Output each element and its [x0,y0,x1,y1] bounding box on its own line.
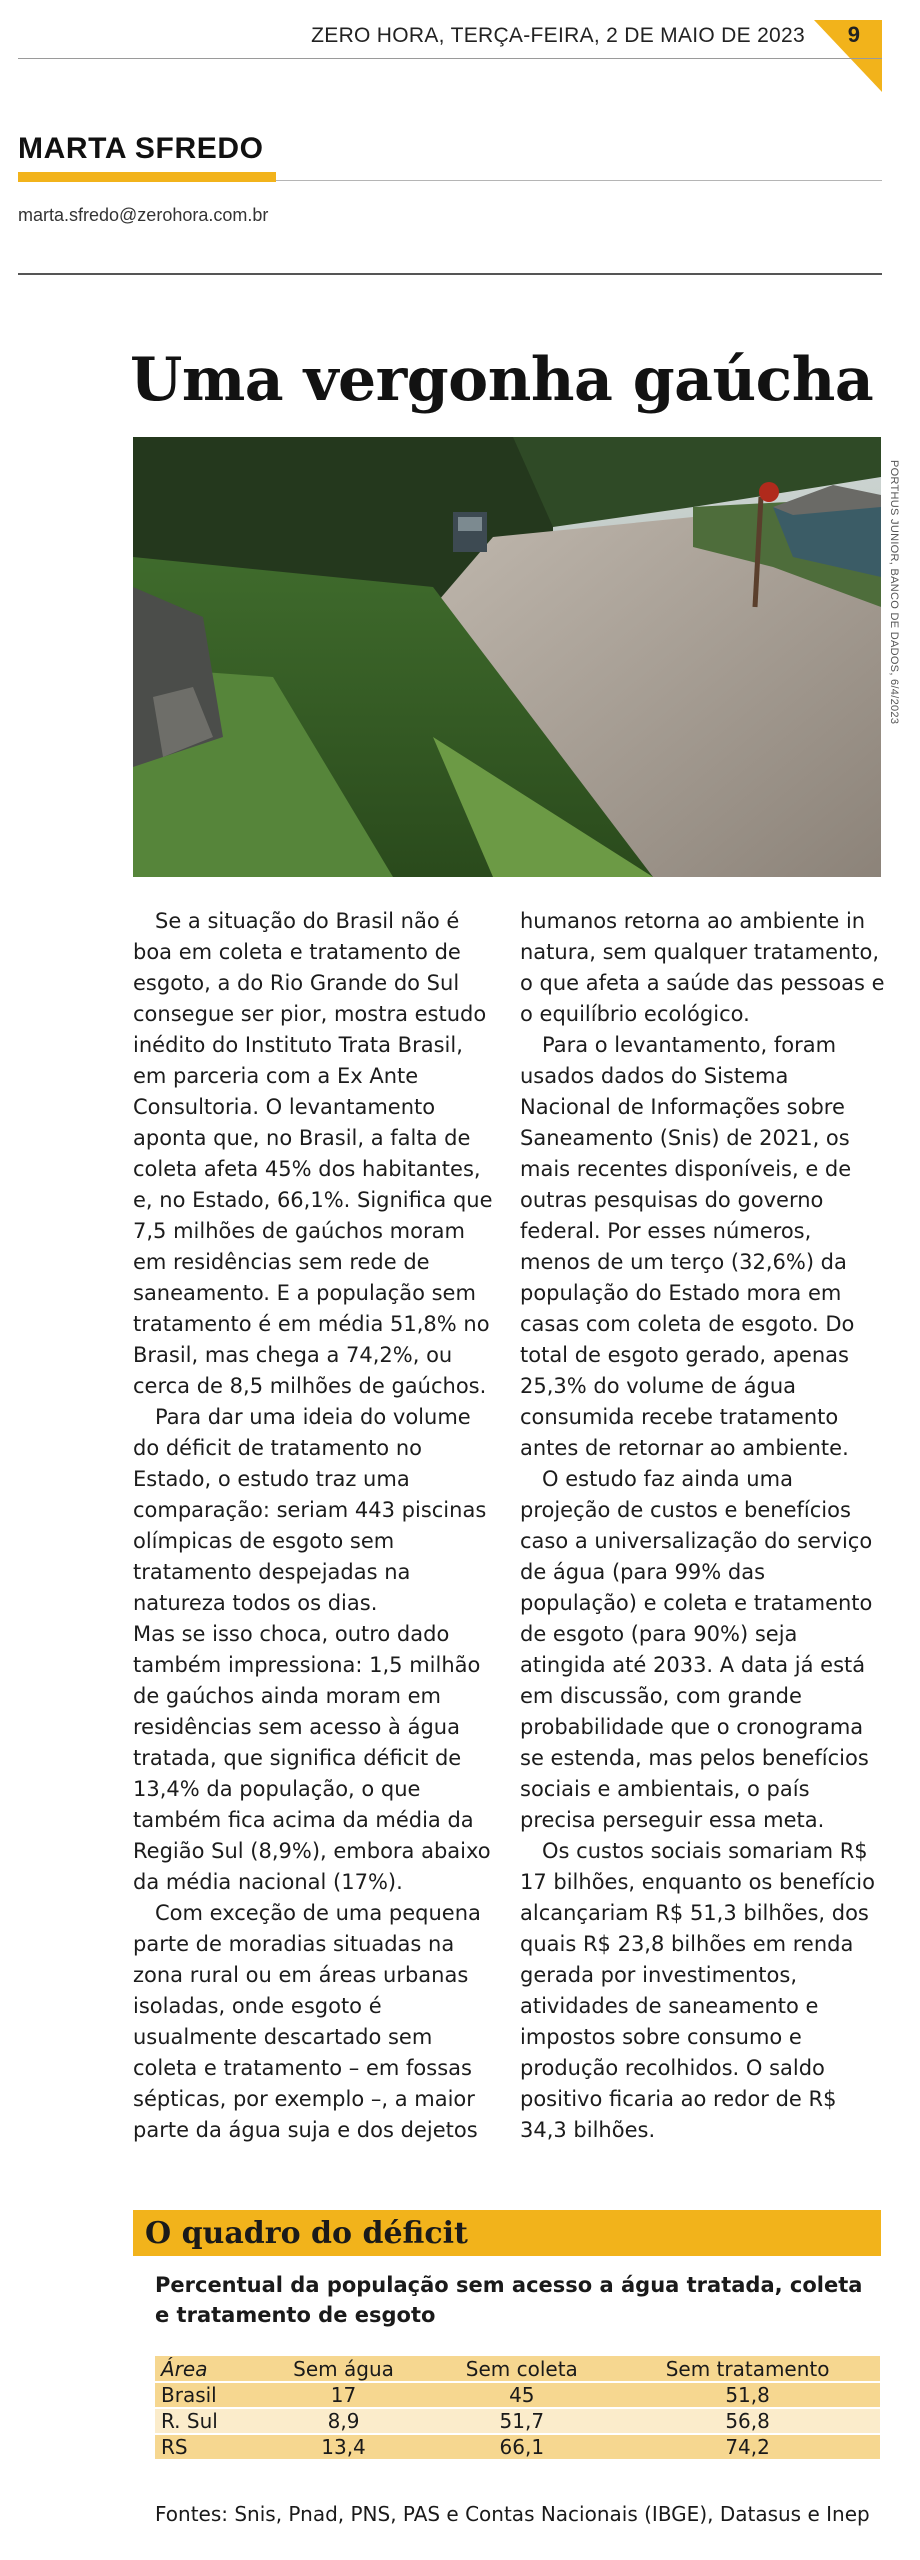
paragraph: Para o levantamento, foram usados dados do Sistema Nacional de Informações sobre Saneamento (Snis) de 2021, os mais recentes disponíveis, e de outras pesquisas do governo federal. Por esses números, menos de um terço (32,6%) da população do Estado mora em casas com coleta de esgoto. Do total de esgoto gerado, apenas 25,3% do volume de água consumida recebe tratamento antes de retornar ao ambiente. [520,1033,855,1460]
table-cell: R. Sul [155,2408,259,2434]
table-row [155,2382,880,2408]
table-cell: Brasil [155,2382,259,2408]
table-row [155,2434,880,2460]
columnist-accent-bar [18,172,276,182]
table-header-row [155,2356,880,2382]
table-cell: 8,9 [259,2408,429,2434]
table-cell: 56,8 [615,2408,880,2434]
infobox-subtitle: Percentual da população sem acesso a água tratada, coleta e tratamento de esgoto [155,2273,863,2327]
paragraph: Com exceção de uma pequena parte de moradias situadas na zona rural ou em áreas urbanas isoladas, onde esgoto é usualmente descartado sem coleta e tratamento – em fossas sépticas, por exemplo –, a maior parte da água suja e dos dejetos [133,1901,481,2142]
paragraph: O estudo faz ainda uma projeção de custos e benefícios caso a universalização do serviço de água (para 99% das população) e coleta e tratamento de esgoto (para 90%) seja atingida até 2033. A data já está em discussão, com grande probabilidade que o cronograma se estenda, mas pelos benefícios sociais e ambientais, o país precisa perseguir essa meta. [520,1467,873,1832]
article-headline: Uma vergonha gaúcha [130,345,874,415]
table-header-cell: Sem água [259,2356,429,2382]
paragraph: Mas se isso choca, outro dado também impressiona: 1,5 milhão de gaúchos ainda moram em residências sem acesso à água tratada, que significa déficit de 13,4% da população, o que também fica acima da média da Região Sul (8,9%), embora abaixo da média nacional (17%). [133,1622,491,1894]
table-cell: 13,4 [259,2434,429,2460]
deficit-table [155,2356,880,2461]
paragraph: Para dar uma ideia do volume do déficit de tratamento no Estado, o estudo traz uma comparação: seriam 443 piscinas olímpicas de esgoto sem tratamento despejadas na natureza todos os dias. [133,1405,487,1615]
folio-date: ZERO HORA, TERÇA-FEIRA, 2 DE MAIO DE 2023 [311,24,805,47]
table-cell: 51,7 [428,2408,615,2434]
columnist-name: MARTA SFREDO [18,132,264,165]
article-body-left-column [133,906,498,2146]
article-body-right-column [520,906,885,2146]
table-row [155,2408,880,2434]
paragraph: humanos retorna ao ambiente in natura, sem qualquer tratamento, o que afeta a saúde das pessoas e o equilíbrio ecológico. [520,909,885,1026]
table-header-cell: Sem tratamento [615,2356,880,2382]
table-cell: 17 [259,2382,429,2408]
photo-credit: PORTHUS JUNIOR, BANCO DE DADOS, 6/4/2023 [888,460,900,725]
paragraph: Se a situação do Brasil não é boa em coleta e tratamento de esgoto, a do Rio Grande do Sul consegue ser pior, mostra estudo inédito do Instituto Trata Brasil, em parceria com a Ex Ante Consultoria. O levantamento aponta que, no Brasil, a falta de coleta afeta 45% dos habitantes, e, no Estado, 66,1%. Significa que 7,5 milhões de gaúchos moram em residências sem rede de saneamento. E a população sem tratamento é em média 51,8% no Brasil, mas chega a 74,2%, ou cerca de 8,5 milhões de gaúchos. [133,909,493,1398]
table-cell: 74,2 [615,2434,880,2460]
table-header-cell: Área [155,2356,259,2382]
infobox-title: O quadro do déficit [145,2216,468,2251]
table-header-cell: Sem coleta [428,2356,615,2382]
table-cell: 45 [428,2382,615,2408]
columnist-email: marta.sfredo@zerohora.com.br [18,205,269,225]
divider [18,273,882,275]
article-photo [133,437,881,877]
paragraph: Os custos sociais somariam R$ 17 bilhões, enquanto os benefício alcançariam R$ 51,3 bilhões, dos quais R$ 23,8 bilhões em renda gerada por investimentos, atividades de saneamento e impostos sobre consumo e produção recolhidos. O saldo positivo ficaria ao redor de R$ 34,3 bilhões. [520,1839,875,2142]
divider [18,58,882,59]
table-cell: 66,1 [428,2434,615,2460]
table-cell: RS [155,2434,259,2460]
table-cell: 51,8 [615,2382,880,2408]
page-number: 9 [847,22,860,47]
divider [276,180,882,181]
page-folio [0,20,920,80]
infobox-sources: Fontes: Snis, Pnad, PNS, PAS e Contas Nacionais (IBGE), Datasus e Inep [155,2502,870,2526]
